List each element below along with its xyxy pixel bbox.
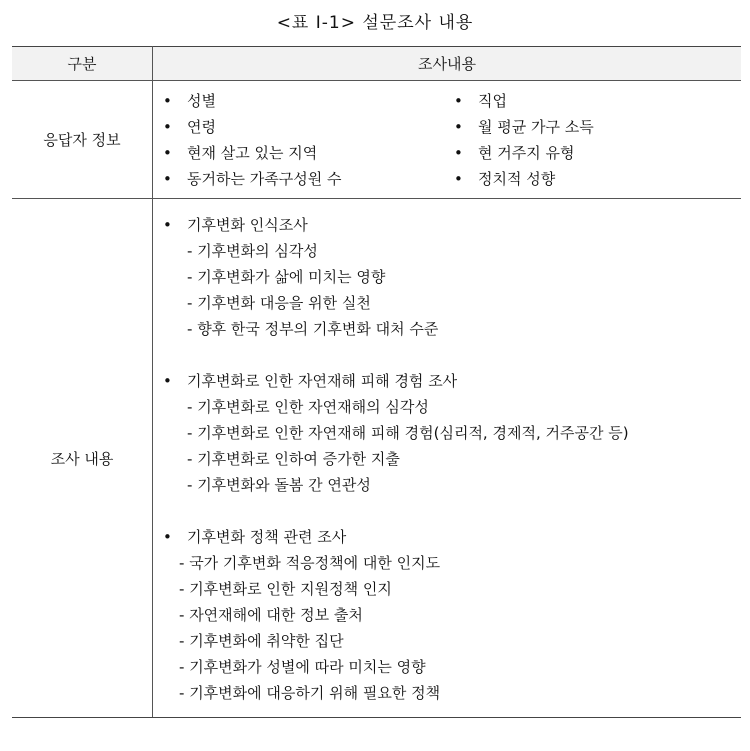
list-item: - 기후변화에 취약한 집단	[163, 628, 741, 654]
respondent-items-right	[454, 88, 594, 192]
list-item: - 기후변화로 인한 자연재해의 심각성	[163, 394, 741, 420]
table-caption: <표 Ⅰ-1> 설문조사 내용	[276, 13, 474, 33]
survey-content-row	[12, 199, 741, 718]
list-item: - 자연재해에 대한 정보 출처	[163, 602, 741, 628]
survey-content-table	[12, 46, 741, 718]
list-item: - 기후변화로 인한 지원정책 인지	[163, 576, 741, 602]
survey-group-disaster	[163, 368, 741, 498]
survey-content-cell	[153, 199, 742, 718]
survey-group-policy	[163, 524, 741, 706]
header-row	[12, 47, 741, 81]
respondent-info-row	[12, 81, 741, 199]
list-item: • 정치적 성향	[454, 166, 594, 192]
list-item: • 성별	[163, 88, 454, 114]
list-item: - 국가 기후변화 적응정책에 대한 인지도	[163, 550, 741, 576]
list-item: - 기후변화가 성별에 따라 미치는 영향	[163, 654, 741, 680]
header-survey-content: 조사내용	[153, 47, 742, 81]
list-item: - 기후변화에 대응하기 위해 필요한 정책	[163, 680, 741, 706]
group-title: • 기후변화 인식조사	[163, 212, 741, 238]
list-item: • 연령	[163, 114, 454, 140]
list-item: • 월 평균 가구 소득	[454, 114, 594, 140]
header-category: 구분	[12, 47, 153, 81]
group-title: • 기후변화로 인한 자연재해 피해 경험 조사	[163, 368, 741, 394]
list-item: - 기후변화로 인하여 증가한 지출	[163, 446, 741, 472]
list-item: - 기후변화 대응을 위한 실천	[163, 290, 741, 316]
respondent-info-label: 응답자 정보	[12, 81, 153, 199]
list-item: - 기후변화의 심각성	[163, 238, 741, 264]
list-item: • 현재 살고 있는 지역	[163, 140, 454, 166]
list-item: - 기후변화로 인한 자연재해 피해 경험(심리적, 경제적, 거주공간 등)	[163, 420, 741, 446]
list-item: - 향후 한국 정부의 기후변화 대처 수준	[163, 316, 741, 342]
list-item: • 동거하는 가족구성원 수	[163, 166, 454, 192]
survey-content-label: 조사 내용	[12, 199, 153, 718]
list-item: - 기후변화가 삶에 미치는 영향	[163, 264, 741, 290]
list-item: - 기후변화와 돌봄 간 연관성	[163, 472, 741, 498]
list-item: • 현 거주지 유형	[454, 140, 594, 166]
respondent-info-cell	[153, 81, 742, 199]
group-title: • 기후변화 정책 관련 조사	[163, 524, 741, 550]
list-item: • 직업	[454, 88, 594, 114]
survey-group-awareness	[163, 212, 741, 342]
respondent-items-left	[163, 88, 454, 192]
